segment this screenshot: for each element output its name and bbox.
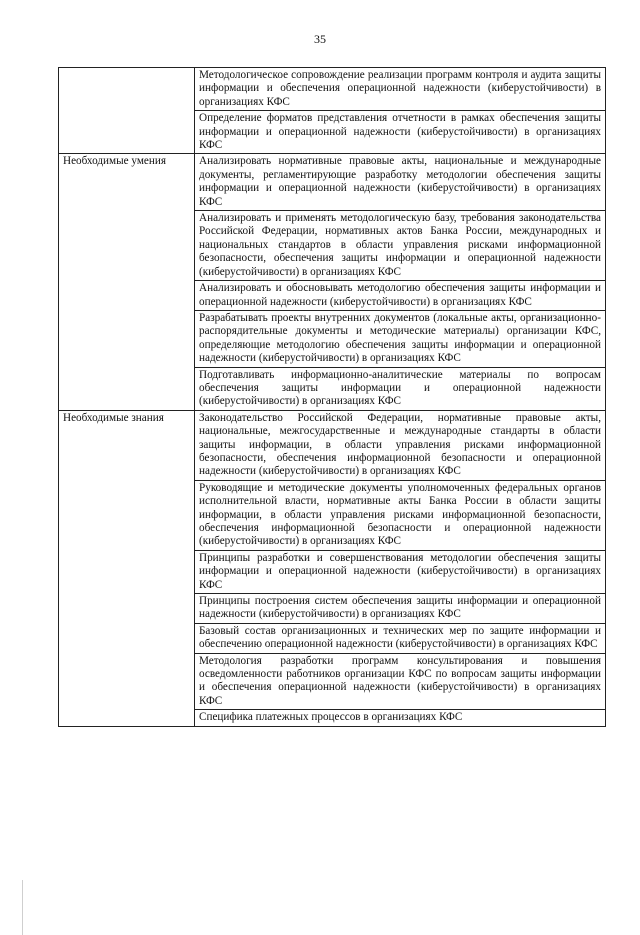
table-row (59, 410, 606, 480)
row-text: Принципы построения систем обеспечения защиты информации и операционной надежности (киберустойчивости) в организациях КФС (195, 594, 606, 624)
table-row (59, 68, 606, 111)
row-text: Законодательство Российской Федерации, нормативные правовые акты, национальные, межгосударственные и международные стандарты в области защиты информации, в области управления рисками информационной безопасности, обеспечения информационной безопасности и операционной надежности (киберустойчивости) в организациях КФС (195, 410, 606, 480)
row-label-skills: Необходимые умения (59, 154, 195, 410)
row-label-knowledge: Необходимые знания (59, 410, 195, 726)
row-text: Базовый состав организационных и технических мер по защите информации и обеспечению операционной надежности (киберустойчивости) в организациях КФС (195, 623, 606, 653)
row-text: Разрабатывать проекты внутренних документов (локальные акты, организационно-распорядительные документы и методические материалы) организации КФС, определяющие методологию обеспечения защиты информации и операционной надежности (киберустойчивости) в организациях КФС (195, 310, 606, 367)
row-text: Анализировать нормативные правовые акты, национальные и международные документы, регламентирующие разработку методологии обеспечения защиты информации и операционной надежности (киберустойчивости) в организациях КФС (195, 154, 606, 211)
row-text: Методология разработки программ консультирования и повышения осведомленности работников организации КФС по вопросам защиты информации и обеспечения операционной надежности (киберустойчивости) в организациях КФС (195, 653, 606, 710)
row-text: Анализировать и применять методологическую базу, требования законодательства Российской Федерации, нормативных актов Банка России, международных и национальных стандартов в области управления рисками информационной безопасности, обеспечения защиты информации и операционной надежности (киберустойчивости) в организациях КФС (195, 211, 606, 281)
row-text: Определение форматов представления отчетности в рамках обеспечения защиты информации и операционной надежности (киберустойчивости) в организациях КФС (195, 111, 606, 154)
row-text: Методологическое сопровождение реализации программ контроля и аудита защиты информации и обеспечения операционной надежности (киберустойчивости) в организациях КФС (195, 68, 606, 111)
row-text: Подготавливать информационно-аналитические материалы по вопросам обеспечения защиты информации и операционной надежности (киберустойчивости) в организациях КФС (195, 367, 606, 410)
table-row (59, 154, 606, 211)
row-label (59, 68, 195, 154)
row-text: Специфика платежных процессов в организациях КФС (195, 710, 606, 726)
margin-mark (22, 880, 23, 935)
row-text: Руководящие и методические документы уполномоченных федеральных органов исполнительной власти, нормативные акты Банка России в области защиты информации, в области управления рисками информационной безопасности, обеспечения информационной безопасности и операционной надежности (киберустойчивости) в организациях КФС (195, 480, 606, 550)
row-text: Анализировать и обосновывать методологию обеспечения защиты информации и операционной надежности (киберустойчивости) в организациях КФС (195, 281, 606, 311)
row-text: Принципы разработки и совершенствования методологии обеспечения защиты информации и операционной надежности (киберустойчивости) в организациях КФС (195, 550, 606, 593)
requirements-table (58, 67, 606, 727)
page-number: 35 (314, 32, 326, 46)
